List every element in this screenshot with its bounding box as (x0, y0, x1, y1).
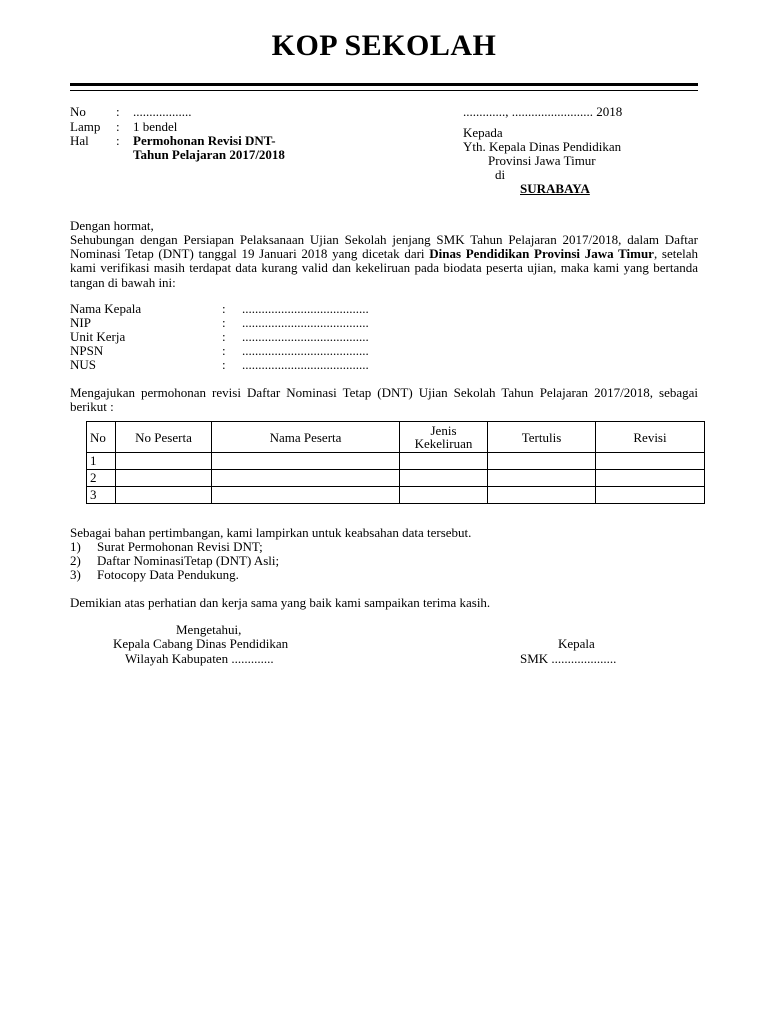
col-header-jenis-kekeliruan: Jenis Kekeliruan (400, 422, 488, 453)
letterhead-title: KOP SEKOLAH (271, 29, 497, 62)
no-value: .................. (133, 104, 192, 119)
cell-tertulis[interactable] (488, 470, 596, 487)
recipient-city: SURABAYA (520, 181, 590, 196)
cell-nama-peserta[interactable] (212, 487, 400, 504)
letterhead-rule-thick (70, 83, 698, 86)
cell-no-peserta[interactable] (116, 453, 212, 470)
field-value-nus: ....................................... (242, 357, 369, 372)
table-row (87, 453, 705, 470)
cell-jenis-kekeliruan[interactable] (400, 453, 488, 470)
hal-label: Hal (70, 133, 89, 148)
greeting: Dengan hormat, (70, 218, 154, 233)
field-colon: : (222, 301, 226, 316)
recipient-provinsi: Provinsi Jawa Timur (488, 153, 596, 168)
col-header-nama-peserta: Nama Peserta (212, 422, 400, 453)
signature-left-region: Wilayah Kabupaten ............. (125, 651, 274, 666)
signature-right-title: Kepala (558, 636, 595, 651)
table-row (87, 487, 705, 504)
field-colon: : (222, 343, 226, 358)
intro-text-bold: Dinas Pendidikan Provinsi Jawa Timur (429, 246, 654, 262)
lamp-value: 1 bendel (133, 119, 178, 134)
request-paragraph: Mengajukan permohonan revisi Daftar Nominasi Tetap (DNT) Ujian Sekolah Tahun Pelajaran 2017/2018, sebagai berikut : (70, 385, 698, 415)
intro-text-b: , setelah kami verifikasi masih terdapat data kurang valid dan kekeliruan pada biodata peserta ujian, maka kami yang bertanda tangan di bawah ini: (70, 246, 698, 290)
cell-no-peserta[interactable] (116, 470, 212, 487)
field-colon: : (222, 357, 226, 372)
attachment-item: Daftar NominasiTetap (DNT) Asli; (97, 553, 280, 568)
letterhead-rule-thin (70, 90, 698, 91)
cell-tertulis[interactable] (488, 487, 596, 504)
col-header-no: No (87, 422, 116, 453)
lamp-label: Lamp (70, 119, 101, 134)
lamp-colon: : (116, 119, 120, 134)
field-label-nip: NIP (70, 315, 91, 330)
field-value-nama-kepala: ....................................... (242, 301, 369, 316)
col-header-tertulis: Tertulis (488, 422, 596, 453)
signature-left-title: Kepala Cabang Dinas Pendidikan (113, 636, 289, 651)
recipient-di: di (495, 167, 506, 182)
intro-paragraph (70, 233, 698, 290)
row-number: 3 (87, 487, 116, 504)
date-place: ............., ......................... 2018 (463, 104, 623, 119)
field-label-unit-kerja: Unit Kerja (70, 329, 126, 344)
table-row (87, 470, 705, 487)
no-colon: : (116, 104, 120, 119)
col-header-revisi: Revisi (596, 422, 705, 453)
signature-mengetahui: Mengetahui, (176, 622, 242, 637)
attachment-item: Fotocopy Data Pendukung. (97, 567, 239, 582)
row-number: 1 (87, 453, 116, 470)
field-colon: : (222, 329, 226, 344)
attachment-item: Surat Permohonan Revisi DNT; (97, 539, 263, 554)
cell-jenis-kekeliruan[interactable] (400, 470, 488, 487)
field-value-npsn: ....................................... (242, 343, 369, 358)
field-label-npsn: NPSN (70, 343, 104, 358)
attachment-number: 2) (70, 553, 81, 568)
closing-sentence: Demikian atas perhatian dan kerja sama yang baik kami sampaikan terima kasih. (70, 595, 491, 610)
hal-line-2: Tahun Pelajaran 2017/2018 (133, 147, 285, 162)
field-label-nama-kepala: Nama Kepala (70, 301, 142, 316)
attachment-number: 1) (70, 539, 81, 554)
cell-nama-peserta[interactable] (212, 453, 400, 470)
cell-revisi[interactable] (596, 453, 705, 470)
revision-table (86, 421, 705, 504)
intro-text-a: Sehubungan dengan Persiapan Pelaksanaan Ujian Sekolah jenjang SMK Tahun Pelajaran 2017/2018, dalam Daftar Nominasi Tetap (DNT) tanggal 19 Januari 2018 yang dicetak dari (70, 232, 698, 262)
recipient-yth: Yth. Kepala Dinas Pendidikan (463, 139, 622, 154)
field-value-unit-kerja: ....................................... (242, 329, 369, 344)
field-value-nip: ....................................... (242, 315, 369, 330)
field-label-nus: NUS (70, 357, 97, 372)
cell-revisi[interactable] (596, 470, 705, 487)
attachments-intro: Sebagai bahan pertimbangan, kami lampirkan untuk keabsahan data tersebut. (70, 525, 472, 540)
cell-nama-peserta[interactable] (212, 470, 400, 487)
hal-line-1: Permohonan Revisi DNT- (133, 133, 276, 148)
signature-right-school: SMK .................... (520, 651, 617, 666)
no-label: No (70, 104, 86, 119)
cell-tertulis[interactable] (488, 453, 596, 470)
row-number: 2 (87, 470, 116, 487)
recipient-kepada: Kepada (463, 125, 503, 140)
table-header-row (87, 422, 705, 453)
field-colon: : (222, 315, 226, 330)
attachment-number: 3) (70, 567, 81, 582)
hal-colon: : (116, 133, 120, 148)
cell-no-peserta[interactable] (116, 487, 212, 504)
col-header-no-peserta: No Peserta (116, 422, 212, 453)
cell-revisi[interactable] (596, 487, 705, 504)
cell-jenis-kekeliruan[interactable] (400, 487, 488, 504)
